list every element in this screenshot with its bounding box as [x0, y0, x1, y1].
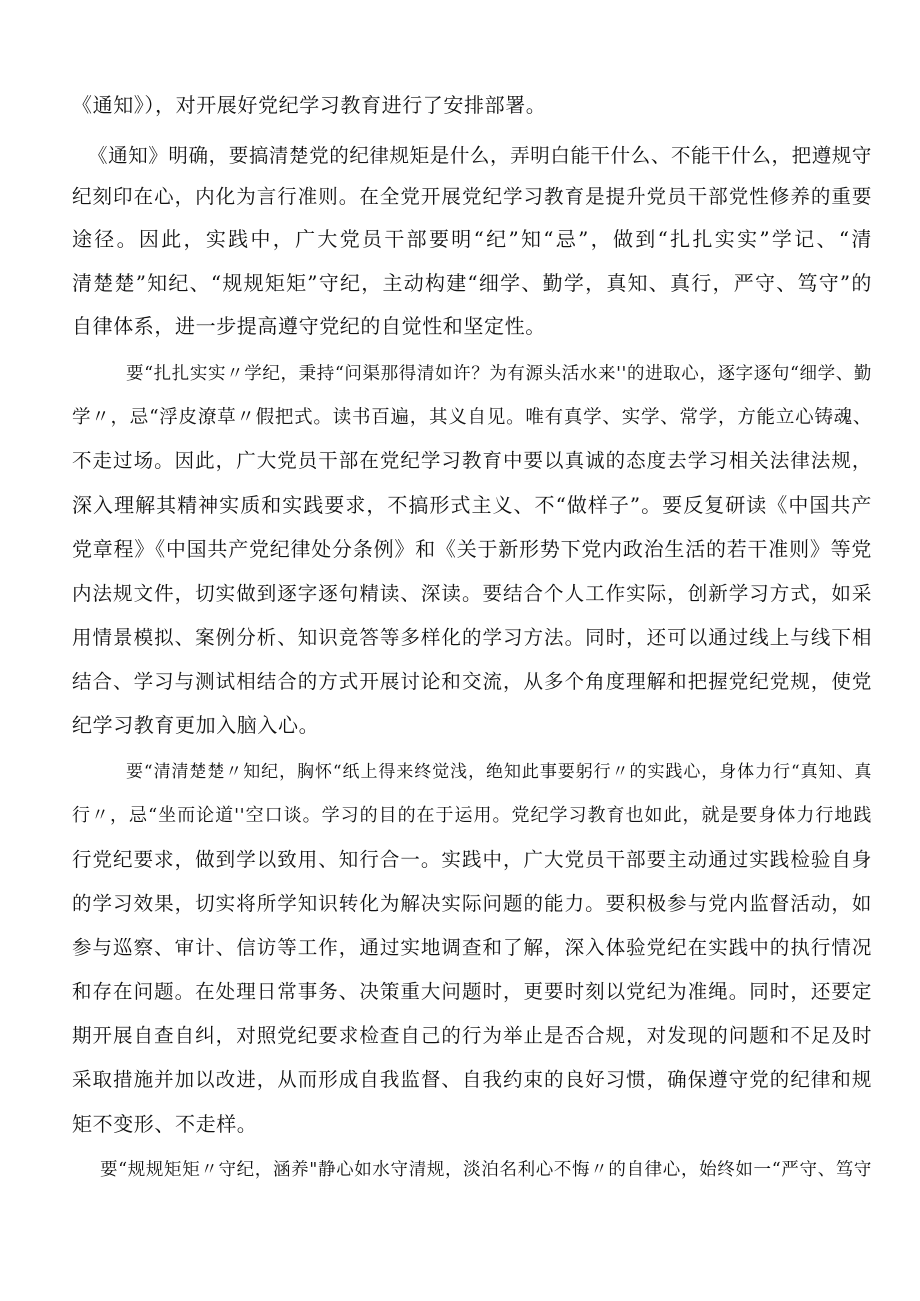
text-line: 党章程》《中国共产党纪律处分条例》和《关于新形势下党内政治生活的若干准则》等党: [72, 537, 872, 561]
text-line: 行党纪要求，做到学以致用、知行合一。实践中，广大党员干部要主动通过实践检验自身: [72, 848, 872, 871]
text-line: 内法规文件，切实做到逐字逐句精读、深读。要结合个人工作实际，创新学习方式，如采: [72, 582, 872, 605]
text-line: 采取措施并加以改进，从而形成自我监督、自我约束的良好习惯，确保遵守党的纪律和规: [72, 1068, 872, 1091]
text-line: 《通知》明确，要搞清楚党的纪律规矩是什么，弄明白能干什么、不能干什么，把遵规守: [88, 144, 872, 167]
text-line: 深入理解其精神实质和实践要求，不搞形式主义、不“做样子”。要反复研读《中国共产: [72, 493, 872, 517]
text-line: 结合、学习与测试相结合的方式开展讨论和交流，从多个角度理解和把握党纪党规，使党: [72, 670, 872, 693]
text-line: 不走过场。因此，广大党员干部在党纪学习教育中要以真诚的态度去学习相关法律法规，: [72, 449, 872, 472]
text-line: 矩不变形、不走样。: [72, 1112, 258, 1136]
text-line: 《通知》），对开展好党纪学习教育进行了安排部署。: [72, 93, 547, 117]
text-line: 要“清清楚楚〃知纪，胸怀“纸上得来终觉浅，绝知此事要躬行〃的实践心，身体力行“真知、真: [126, 762, 872, 782]
text-line: 学〃，忌“浮皮潦草〃假把式。读书百遍，其义自见。唯有真学、实学、常学，方能立心铸魂、: [72, 407, 872, 428]
text-line: 纪刻印在心，内化为言行准则。在全党开展党纪学习教育是提升党员干部党性修养的重要: [72, 185, 872, 208]
text-line: 清楚楚”知纪、“规规矩矩”守纪，主动构建“细学、勤学，真知、真行，严守、笃守”的: [72, 271, 872, 295]
text-line: 行〃，忌“坐而论道''空口谈。学习的目的在于运用。党纪学习教育也如此，就是要身体力行地践: [72, 805, 872, 826]
text-line: 纪学习教育更加入脑入心。: [72, 713, 320, 737]
text-line: 参与巡察、审计、信访等工作，通过实地调查和了解，深入体验党纪在实践中的执行情况: [72, 936, 872, 959]
text-line: 期开展自查自纠，对照党纪要求检查自己的行为举止是否合规，对发现的问题和不足及时: [72, 1024, 872, 1047]
text-line: 和存在问题。在处理日常事务、决策重大问题时，更要时刻以党纪为准绳。同时，还要定: [72, 980, 872, 1003]
text-line: 要“扎扎实实〃学纪，秉持“问渠那得清如许？为有源头活水来''的进取心，逐字逐句“细学、勤: [126, 364, 872, 384]
text-line: 自律体系，进一步提高遵守党纪的自觉性和坚定性。: [72, 314, 546, 338]
text-line: 的学习效果，切实将所学知识转化为解决实际问题的能力。要积极参与党内监督活动，如: [72, 892, 872, 915]
text-line: 用情景模拟、案例分析、知识竞答等多样化的学习方法。同时，还可以通过线上与线下相: [72, 626, 872, 649]
text-line: 要“规规矩矩〃守纪，涵养"静心如水守清规，淡泊名利心不悔〃的自律心，始终如一“严守、笃守: [100, 1160, 872, 1180]
text-line: 途径。因此，实践中，广大党员干部要明“纪”知“忌”，做到“扎扎实实”学记、“清: [72, 227, 872, 251]
